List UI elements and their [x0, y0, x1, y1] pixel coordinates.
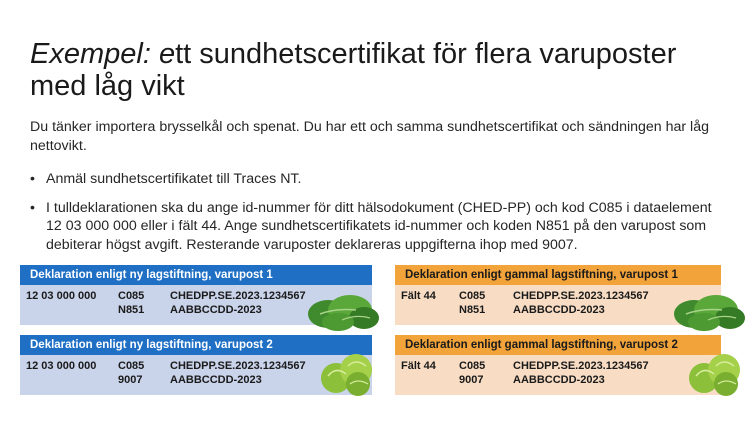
field-code: Fält 44	[401, 290, 436, 302]
code-2: N851	[118, 304, 145, 316]
declaration-box-old-item2	[395, 335, 721, 395]
bullet-item: • I tulldeklarationen ska du ange id-nummer för ditt hälsodokument (CHED-PP) och kod C085 i dataelement 12 03 000 000 eller i fält 44. Ange sundhetscertifikatets id-nummer och koden N851 på den varupost som debiterar högst avgift. Resterande varuposter deklareras uppgifterna ihop med 9007.	[30, 199, 730, 255]
title-emphasis: Exempel: e	[30, 38, 176, 70]
brussels-sprout-icon	[686, 350, 744, 398]
field-code: 12 03 000 000	[26, 290, 97, 302]
reference-2: AABBCCDD-2023	[170, 304, 262, 316]
reference-2: AABBCCDD-2023	[170, 374, 262, 386]
box-header: Deklaration enligt gammal lagstiftning, varupost 2	[395, 335, 721, 355]
field-code: 12 03 000 000	[26, 360, 97, 372]
reference-1: CHEDPP.SE.2023.1234567	[170, 290, 306, 302]
code-2: 9007	[118, 374, 143, 386]
box-header: Deklaration enligt ny lagstiftning, varupost 2	[20, 335, 372, 355]
code-1: C085	[459, 290, 486, 302]
reference-2: AABBCCDD-2023	[513, 304, 605, 316]
code-2: N851	[459, 304, 486, 316]
slide-title	[30, 38, 730, 102]
bullet-item: • Anmäl sundhetscertifikatet till Traces NT.	[30, 170, 730, 189]
code-1: C085	[459, 360, 486, 372]
reference-1: CHEDPP.SE.2023.1234567	[513, 360, 649, 372]
bullet-list	[30, 170, 730, 264]
box-header: Deklaration enligt ny lagstiftning, varupost 1	[20, 265, 372, 285]
reference-1: CHEDPP.SE.2023.1234567	[513, 290, 649, 302]
code-1: C085	[118, 360, 145, 372]
spinach-icon	[672, 290, 746, 334]
code-2: 9007	[459, 374, 484, 386]
box-header: Deklaration enligt gammal lagstiftning, varupost 1	[395, 265, 721, 285]
reference-1: CHEDPP.SE.2023.1234567	[170, 360, 306, 372]
field-code: Fält 44	[401, 360, 436, 372]
intro-text: Du tänker importera brysselkål och spenat. Du har ett och samma sundhetscertifikat och sändningen har låg nettovikt.	[30, 119, 709, 154]
title-rest: tt sundhetscertifikat för flera varuposter med låg vikt	[30, 38, 677, 102]
brussels-sprout-icon	[318, 350, 376, 398]
code-1: C085	[118, 290, 145, 302]
spinach-icon	[306, 290, 380, 334]
box-row	[395, 355, 721, 395]
reference-2: AABBCCDD-2023	[513, 374, 605, 386]
